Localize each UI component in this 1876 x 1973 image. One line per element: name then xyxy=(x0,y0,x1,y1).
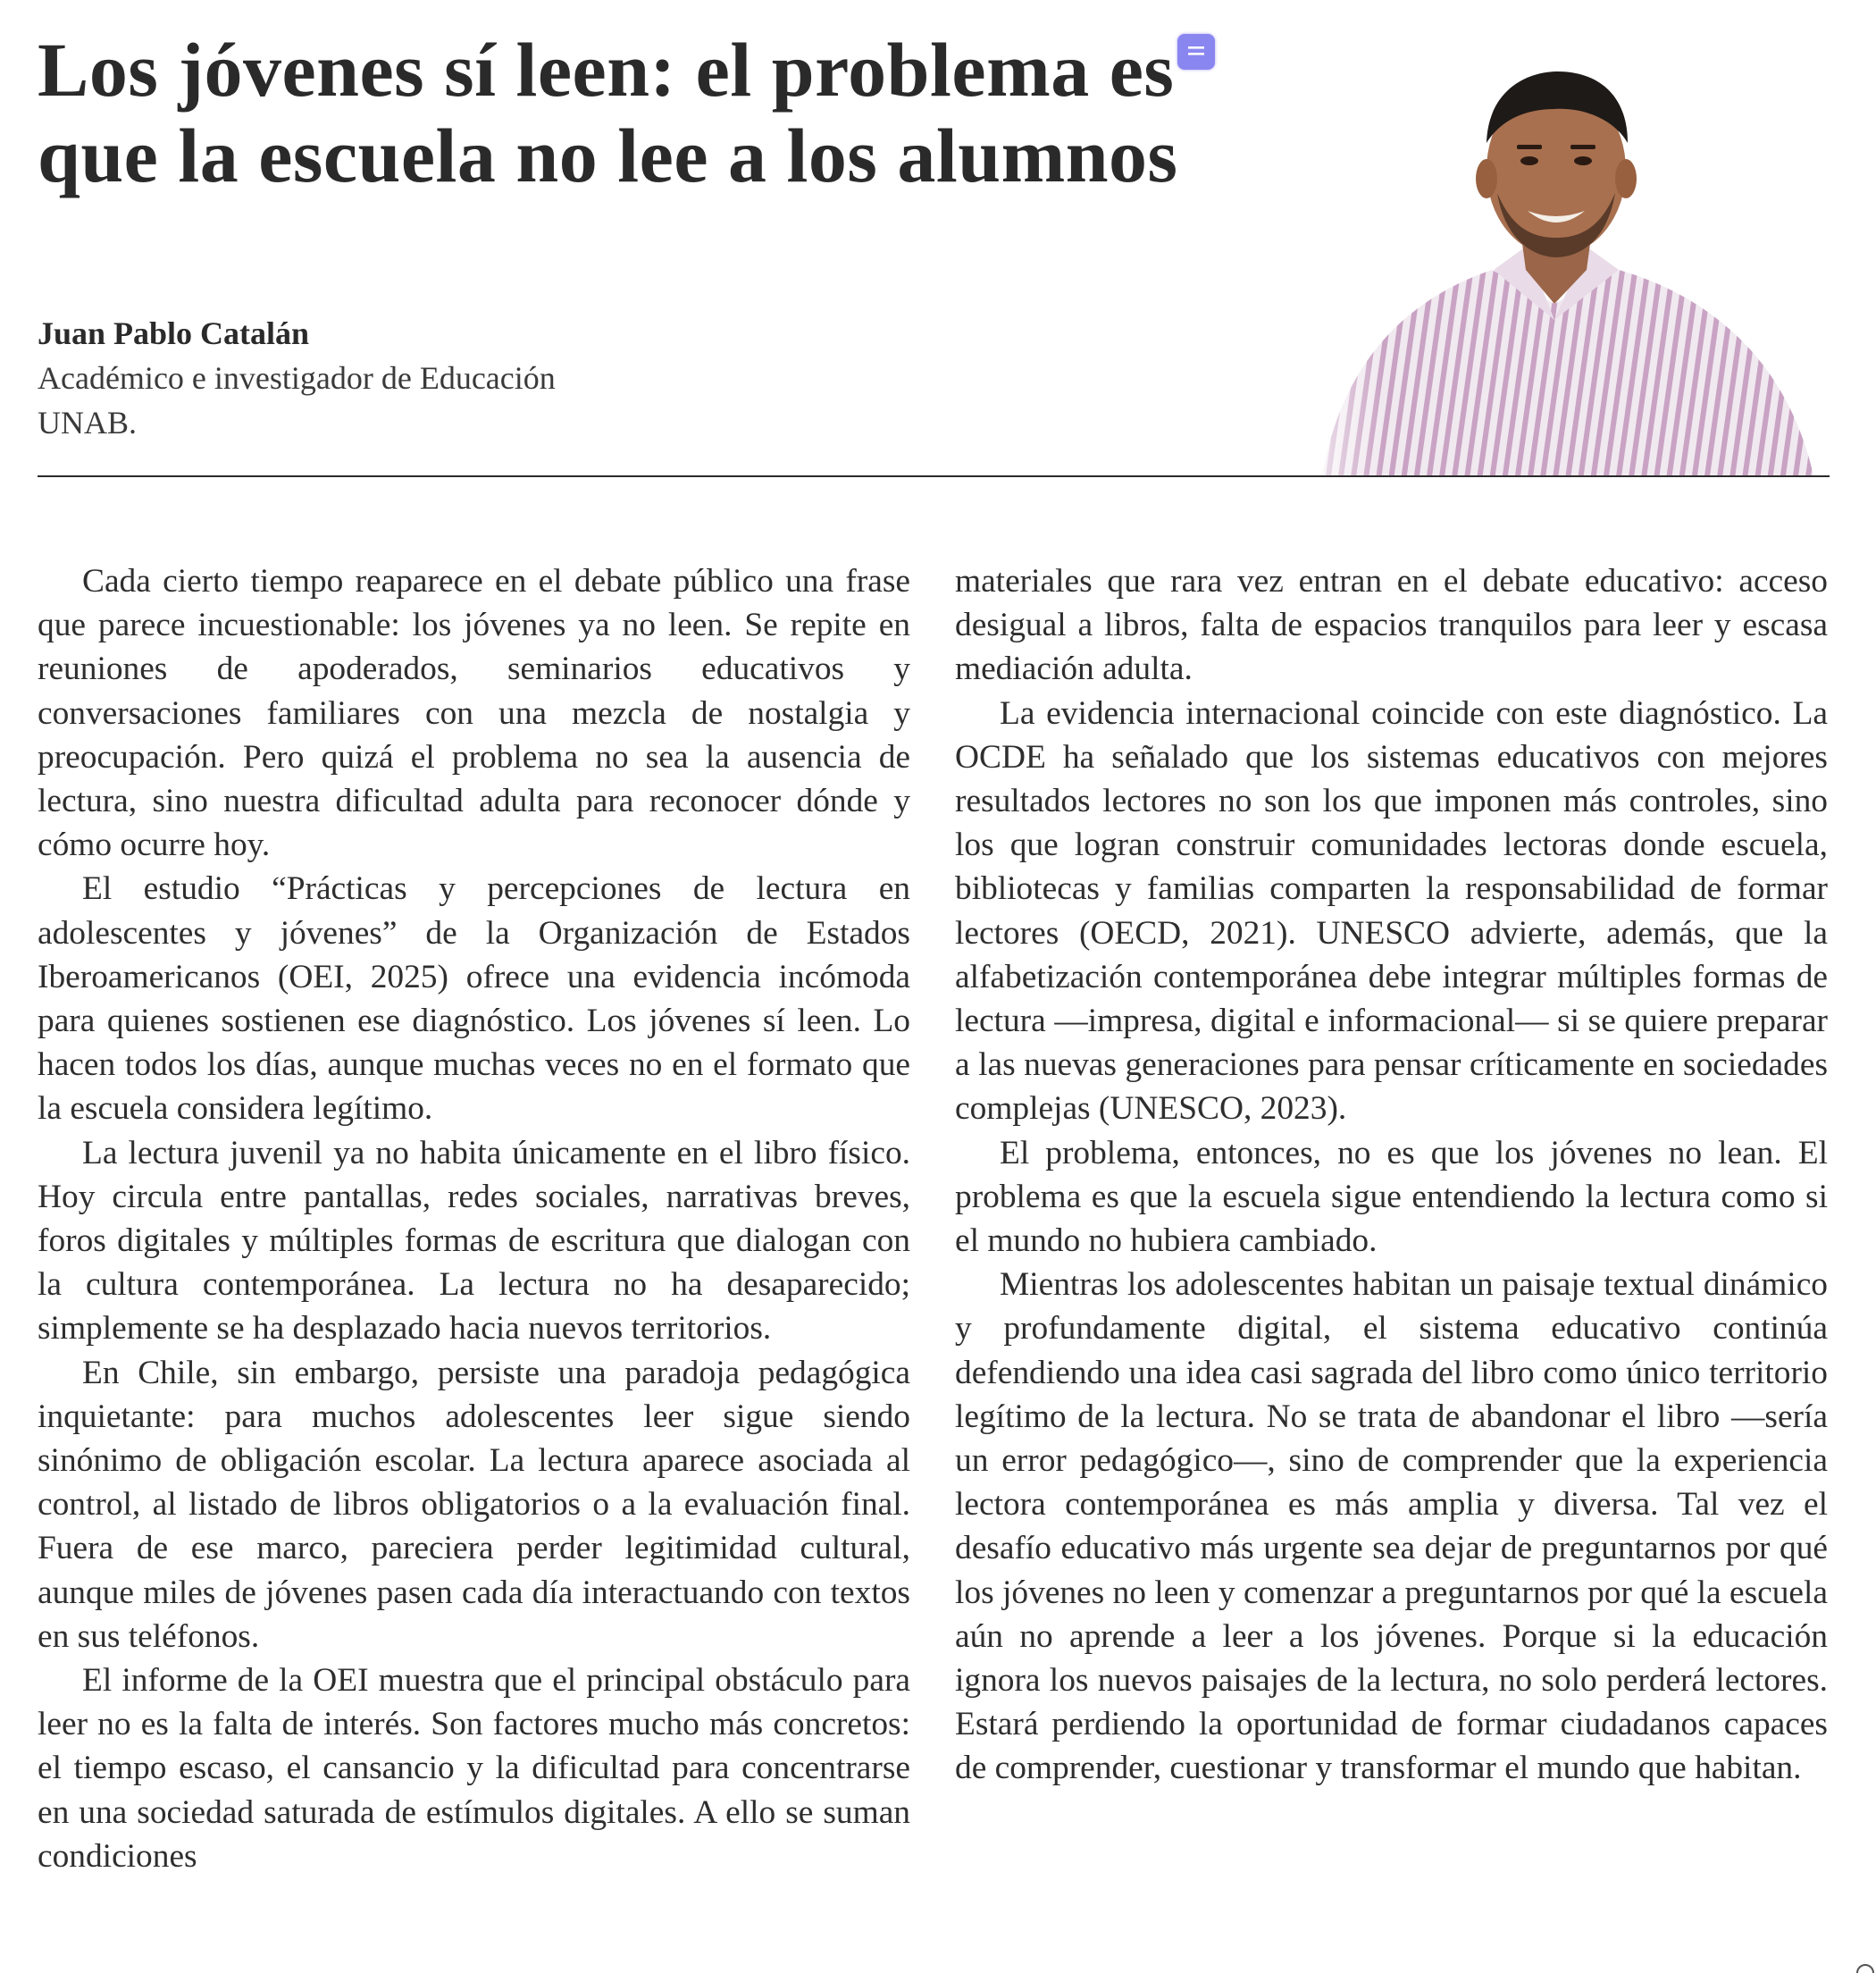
paragraph: La evidencia internacional coincide con este diagnóstico. La OCDE ha señalado que los sistemas educativos con mejores resultados lectores no son los que imponen más controles, sino los que logran construir comunidades lectoras donde escuela, bibliotecas y familias comparten la responsabilidad de formar lectores (OECD, 2021). UNESCO advierte, además, que la alfabetización contemporánea debe integrar múltiples formas de lectura —impresa, digital e informacional— si se quiere preparar a las nuevas generaciones para pensar críticamente en sociedades complejas (UNESCO, 2023). xyxy=(955,694,1828,1128)
author-organization: UNAB. xyxy=(38,405,138,441)
paragraph: En Chile, sin embargo, persiste una paradoja pedagógica inquietante: para muchos adolescentes leer sigue siendo sinónimo de obligación escolar. La lectura aparece asociada al control, al listado de libros obligatorios o a la evaluación final. Fuera de ese marco, pareciera perder legitimidad cultural, aunque miles de jóvenes pasen cada día interactuando con textos en sus teléfonos. xyxy=(38,1354,910,1655)
paragraph: Cada cierto tiempo reaparece en el debate público una frase que parece incuestionable: los jóvenes ya no leen. Se repite en reuniones de apoderados, seminarios educativos y conversaciones familiares con una mezcla de nostalgia y preocupación. Pero quizá el problema no sea la ausencia de lectura, sino nuestra dificultad adulta para reconocer dónde y cómo ocurre hoy. xyxy=(38,563,910,864)
corner-search-icon xyxy=(1840,1957,1876,1973)
paragraph: El informe de la OEI muestra que el principal obstáculo para leer no es la falta de interés. Son factores mucho más concretos: el tiempo escaso, el cansancio y la dificultad para concentrarse en una sociedad saturada de estímulos digitales. A ello se suman condiciones xyxy=(38,1662,910,1875)
article-column-right xyxy=(955,559,1828,1791)
divider xyxy=(38,475,1830,477)
author-role: Académico e investigador de Educación xyxy=(38,360,556,396)
paragraph-continued: materiales que rara vez entran en el debate educativo: acceso desigual a libros, falta de espacios tranquilos para leer y escasa mediación adulta. xyxy=(955,563,1828,688)
note-icon[interactable] xyxy=(1177,34,1215,70)
paragraph: El estudio “Prácticas y percepciones de lectura en adolescentes y jóvenes” de la Organización de Estados Iberoamericanos (OEI, 2025) ofrece una evidencia incómoda para quienes sostienen ese diagnóstico. Los jóvenes sí leen. Lo hacen todos los días, aunque muchas veces no en el formato que la escuela considera legítimo. xyxy=(38,870,910,1128)
author-photo xyxy=(1286,36,1828,475)
paragraph: El problema, entonces, no es que los jóvenes no lean. El problema es que la escuela sigue entendiendo la lectura como si el mundo no hubiera cambiado. xyxy=(955,1134,1828,1260)
article-column-left xyxy=(38,559,910,1878)
author-name: Juan Pablo Catalán xyxy=(38,315,310,351)
note-icon-glyph xyxy=(1177,34,1215,70)
headline: Los jóvenes sí leen: el problema es que la escuela no lee a los alumnos xyxy=(38,27,1178,198)
paragraph: Mientras los adolescentes habitan un paisaje textual dinámico y profundamente digital, el sistema educativo continúa defendiendo una idea casi sagrada del libro como único territorio legítimo de la lectura. No se trata de abandonar el libro —sería un error pedagógico—, sino de comprender que la experiencia lectora contemporánea es más amplia y diversa. Tal vez el desafío educativo más urgente sea dejar de preguntarnos por qué los jóvenes no leen y comenzar a preguntarnos por qué la escuela aún no aprende a leer a los jóvenes. Porque si la educación ignora los nuevos paisajes de la lectura, no solo perderá lectores. Estará perdiendo la oportunidad de formar ciudadanos capaces de comprender, cuestionar y transformar el mundo que habitan. xyxy=(955,1266,1828,1787)
paragraph: La lectura juvenil ya no habita únicamente en el libro físico. Hoy circula entre pantallas, redes sociales, narrativas breves, foros digitales y múltiples formas de escritura que dialogan con la cultura contemporánea. La lectura no ha desaparecido; simplemente se ha desplazado hacia nuevos territorios. xyxy=(38,1134,910,1348)
